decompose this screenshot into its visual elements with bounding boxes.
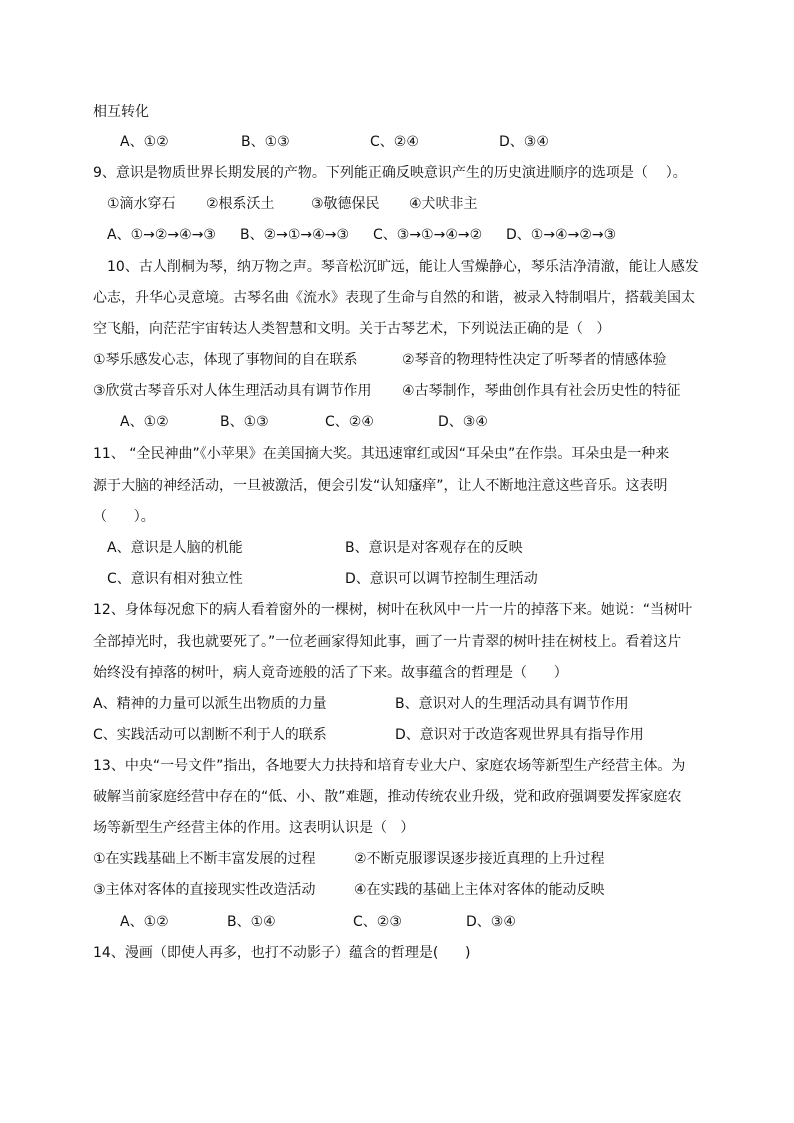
option-b: B、②→①→④→③ [240,227,349,243]
option-a: A、①→②→④→③ [107,227,216,243]
q9-item-2: ②根系沃土 [206,196,275,212]
option-d: D、意识可以调节控制生理活动 [345,571,538,587]
q13-stem-line-2: 破解当前家庭经营中存在的“低、小、散”难题，推动传统农业升级，党和政府强调要发挥家庭农 [93,789,682,805]
option-b: B、意识是对客观存在的反映 [345,540,523,556]
option-c: C、②④ [325,414,374,430]
option-b: B、①③ [241,134,290,150]
q10-item-1: ①琴乐感发心志，体现了事物间的自在联系 [93,352,358,368]
option-b: B、①④ [227,914,276,930]
option-a: A、①② [120,134,169,150]
q11-stem-line-2: 源于大脑的神经活动，一旦被激活，便会引发“认知瘙痒”，让人不断地注意这些音乐。这表明 [93,478,668,494]
q10-stem-line-2: 心志，升华心灵意境。古琴名曲《流水》表现了生命与自然的和谐，被录入特制唱片，搭载美国太 [93,290,695,306]
q10-stem-line-1: 10、古人削桐为琴，纳万物之声。琴音松沉旷远，能让人雪燥静心，琴乐洁净清澈，能让人感发 [107,259,699,275]
q10-stem-line-3: 空飞船，向茫茫宇宙转达人类智慧和文明。关于古琴艺术，下列说法正确的是（ ） [93,321,611,337]
q9-item-4: ④犬吠非主 [409,196,478,212]
q9-item-3: ③敬德保民 [311,196,380,212]
option-c: C、②④ [370,134,419,150]
option-c: C、③→①→④→② [373,227,483,243]
option-d: D、①→④→②→③ [506,227,617,243]
q12-stem-line-2: 全部掉光时，我也就要死了。”一位老画家得知此事，画了一片青翠的树叶挂在树枝上。看着这片 [93,634,682,650]
option-d: D、③④ [438,414,488,430]
q9-item-1: ①滴水穿石 [107,196,176,212]
q9-stem: 9、意识是物质世界长期发展的产物。下列能正确反映意识产生的历史演进顺序的选项是（ ）。 [93,165,687,181]
q13-item-4: ④在实践的基础上主体对客体的能动反映 [354,882,605,898]
option-b: B、意识对人的生理活动具有调节作用 [395,696,629,712]
option-d: D、意识对于改造客观世界具有指导作用 [395,727,644,743]
q10-item-2: ②琴音的物理特性决定了听琴者的情感体验 [402,352,667,368]
option-d: D、③④ [466,914,516,930]
q12-stem-line-1: 12、身体每况愈下的病人看着窗外的一棵树，树叶在秋风中一片一片的掉落下来。她说：“当树叶 [93,602,693,618]
q10-item-3: ③欣赏古琴音乐对人体生理活动具有调节作用 [93,383,372,399]
option-a: A、①② [120,914,169,930]
option-b: B、①③ [220,414,269,430]
q14-stem: 14、漫画（即使人再多，也打不动影子）蕴含的哲理是( ) [93,945,471,961]
q13-stem-line-3: 场等新型生产经营主体的作用。这表明认识是（ ） [93,820,415,836]
q13-stem-line-1: 13、中央“一号文件”指出，各地要大力扶持和培育专业大户、家庭农场等新型生产经营主体。为 [93,758,686,774]
q13-item-3: ③主体对客体的直接现实性改造活动 [93,882,316,898]
option-d: D、③④ [499,134,549,150]
q12-stem-line-3: 始终没有掉落的树叶，病人竟奇迹般的活了下来。故事蕴含的哲理是（ ） [93,665,568,681]
q11-stem-line-3: （ ）。 [93,509,155,525]
q13-item-2: ②不断克服谬误逐步接近真理的上升过程 [354,851,605,867]
option-c: C、实践活动可以割断不利于人的联系 [93,727,327,743]
q8-stem-tail: 相互转化 [93,104,149,120]
option-c: C、②③ [353,914,402,930]
q13-item-1: ①在实践基础上不断丰富发展的过程 [93,851,316,867]
option-a: A、①② [120,414,169,430]
option-c: C、意识有相对独立性 [107,571,243,587]
q11-stem-line-1: 11、 “全民神曲”《小苹果》在美国摘大奖。其迅速窜红或因“耳朵虫”在作祟。耳朵虫是一种来 [93,446,670,462]
q10-item-4: ④古琴制作，琴曲创作具有社会历史性的特征 [402,383,681,399]
option-a: A、精神的力量可以派生出物质的力量 [93,696,327,712]
option-a: A、意识是人脑的机能 [107,540,243,556]
